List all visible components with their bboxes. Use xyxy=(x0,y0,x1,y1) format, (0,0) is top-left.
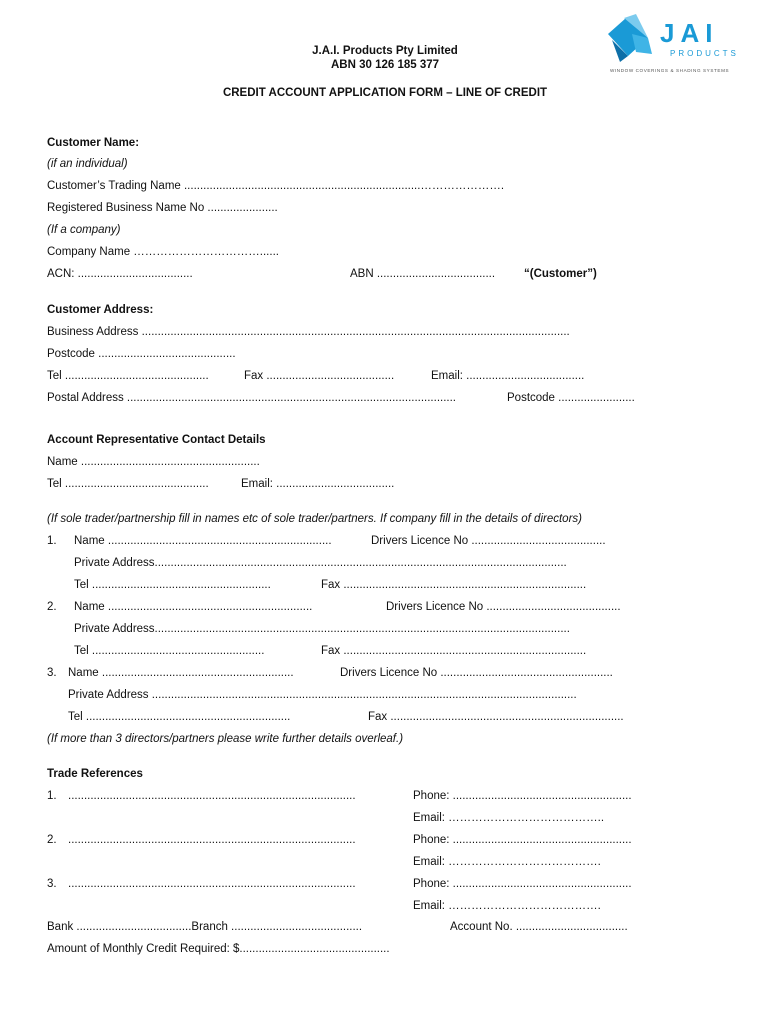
director-2-number: 2. xyxy=(47,601,57,613)
customer-heading: Customer Name: xyxy=(47,137,140,149)
director-2-fax-field[interactable]: Fax ............................................................................ xyxy=(321,645,587,657)
rep-tel-field[interactable]: Tel ............................................. xyxy=(47,478,209,490)
bank-branch-field[interactable]: Bank ....................................Branch ......................................... xyxy=(47,921,363,933)
director-1-tel-field[interactable]: Tel ........................................................ xyxy=(74,579,271,591)
logo-letters: JAI xyxy=(660,18,719,48)
director-3-tel-field[interactable]: Tel ................................................................ xyxy=(68,711,291,723)
director-2-name-field[interactable]: Name ................................................................ xyxy=(74,601,313,613)
director-1-name-field[interactable]: Name ...................................................................... xyxy=(74,535,332,547)
rep-email-field[interactable]: Email: ..................................... xyxy=(241,478,395,490)
tel-field[interactable]: Tel ............................................. xyxy=(47,370,209,382)
postal-postcode-field[interactable]: Postcode ........................ xyxy=(507,392,635,404)
trade-ref-2-number: 2. xyxy=(47,834,57,846)
company-name-field[interactable]: Company Name ……………………………...... xyxy=(47,246,279,258)
account-no-field[interactable]: Account No. ................................... xyxy=(450,921,628,933)
postal-address-field[interactable]: Postal Address ....................................................................................................... xyxy=(47,392,456,404)
director-3-number: 3. xyxy=(47,667,57,679)
trade-ref-1-email-field[interactable]: Email: ………………………………….. xyxy=(413,812,605,824)
rep-heading: Account Representative Contact Details xyxy=(47,434,266,446)
director-3-licence-field[interactable]: Drivers Licence No ...................................................... xyxy=(340,667,613,679)
trade-ref-1-phone-field[interactable]: Phone: ........................................................ xyxy=(413,790,632,802)
trade-ref-2-phone-field[interactable]: Phone: ........................................................ xyxy=(413,834,632,846)
trading-name-field[interactable]: Customer’s Trading Name ..........................................................................…………………. xyxy=(47,180,505,192)
acn-field[interactable]: ACN: .................................... xyxy=(47,268,193,280)
director-1-fax-field[interactable]: Fax ............................................................................ xyxy=(321,579,587,591)
company-abn: ABN 30 126 185 377 xyxy=(330,59,440,71)
director-1-licence-field[interactable]: Drivers Licence No .......................................... xyxy=(371,535,606,547)
fax-field[interactable]: Fax ........................................ xyxy=(244,370,395,382)
director-3-fax-field[interactable]: Fax ......................................................................... xyxy=(368,711,624,723)
company-name: J.A.I. Products Pty Limited xyxy=(312,45,458,57)
logo-tagline: WINDOW COVERINGS & SHADING SYSTEMS xyxy=(610,68,730,73)
trade-ref-2-email-field[interactable]: Email: …………………………………. xyxy=(413,856,601,868)
logo-word: PRODUCTS xyxy=(670,49,739,58)
trade-ref-3-number: 3. xyxy=(47,878,57,890)
rep-name-field[interactable]: Name ........................................................ xyxy=(47,456,260,468)
trade-ref-1-field[interactable]: .......................................................................................... xyxy=(68,790,356,802)
director-2-tel-field[interactable]: Tel ...................................................... xyxy=(74,645,265,657)
address-heading: Customer Address: xyxy=(47,304,154,316)
abn-field[interactable]: ABN ..................................... xyxy=(350,268,496,280)
trade-ref-3-email-field[interactable]: Email: …………………………………. xyxy=(413,900,601,912)
company-note: (If a company) xyxy=(47,224,121,236)
customer-tag: “(Customer”) xyxy=(524,268,597,280)
trade-ref-3-phone-field[interactable]: Phone: ........................................................ xyxy=(413,878,632,890)
email-field[interactable]: Email: ..................................... xyxy=(431,370,585,382)
trade-heading: Trade References xyxy=(47,768,143,780)
director-1-number: 1. xyxy=(47,535,57,547)
business-address-field[interactable]: Business Address ...................................................................................................................................... xyxy=(47,326,570,338)
trade-ref-2-field[interactable]: .......................................................................................... xyxy=(68,834,356,846)
form-title: CREDIT ACCOUNT APPLICATION FORM – LINE OF CREDIT xyxy=(222,87,548,99)
individual-note: (if an individual) xyxy=(47,158,128,170)
more-directors-note: (If more than 3 directors/partners please write further details overleaf.) xyxy=(47,733,404,745)
trade-ref-1-number: 1. xyxy=(47,790,57,802)
director-2-address-field[interactable]: Private Address.................................................................................................................................. xyxy=(74,623,570,635)
director-3-address-field[interactable]: Private Address ..................................................................................................................................... xyxy=(68,689,577,701)
monthly-credit-field[interactable]: Amount of Monthly Credit Required: $............................................... xyxy=(47,943,390,955)
directors-note: (If sole trader/partnership fill in names etc of sole trader/partners. If company fill in the details of directors) xyxy=(47,513,582,525)
director-1-address-field[interactable]: Private Address................................................................................................................................. xyxy=(74,557,567,569)
postcode-field[interactable]: Postcode ........................................... xyxy=(47,348,236,360)
trade-ref-3-field[interactable]: .......................................................................................... xyxy=(68,878,356,890)
director-2-licence-field[interactable]: Drivers Licence No .......................................... xyxy=(386,601,621,613)
business-name-no-field[interactable]: Registered Business Name No ...................... xyxy=(47,202,278,214)
director-3-name-field[interactable]: Name ............................................................ xyxy=(68,667,294,679)
